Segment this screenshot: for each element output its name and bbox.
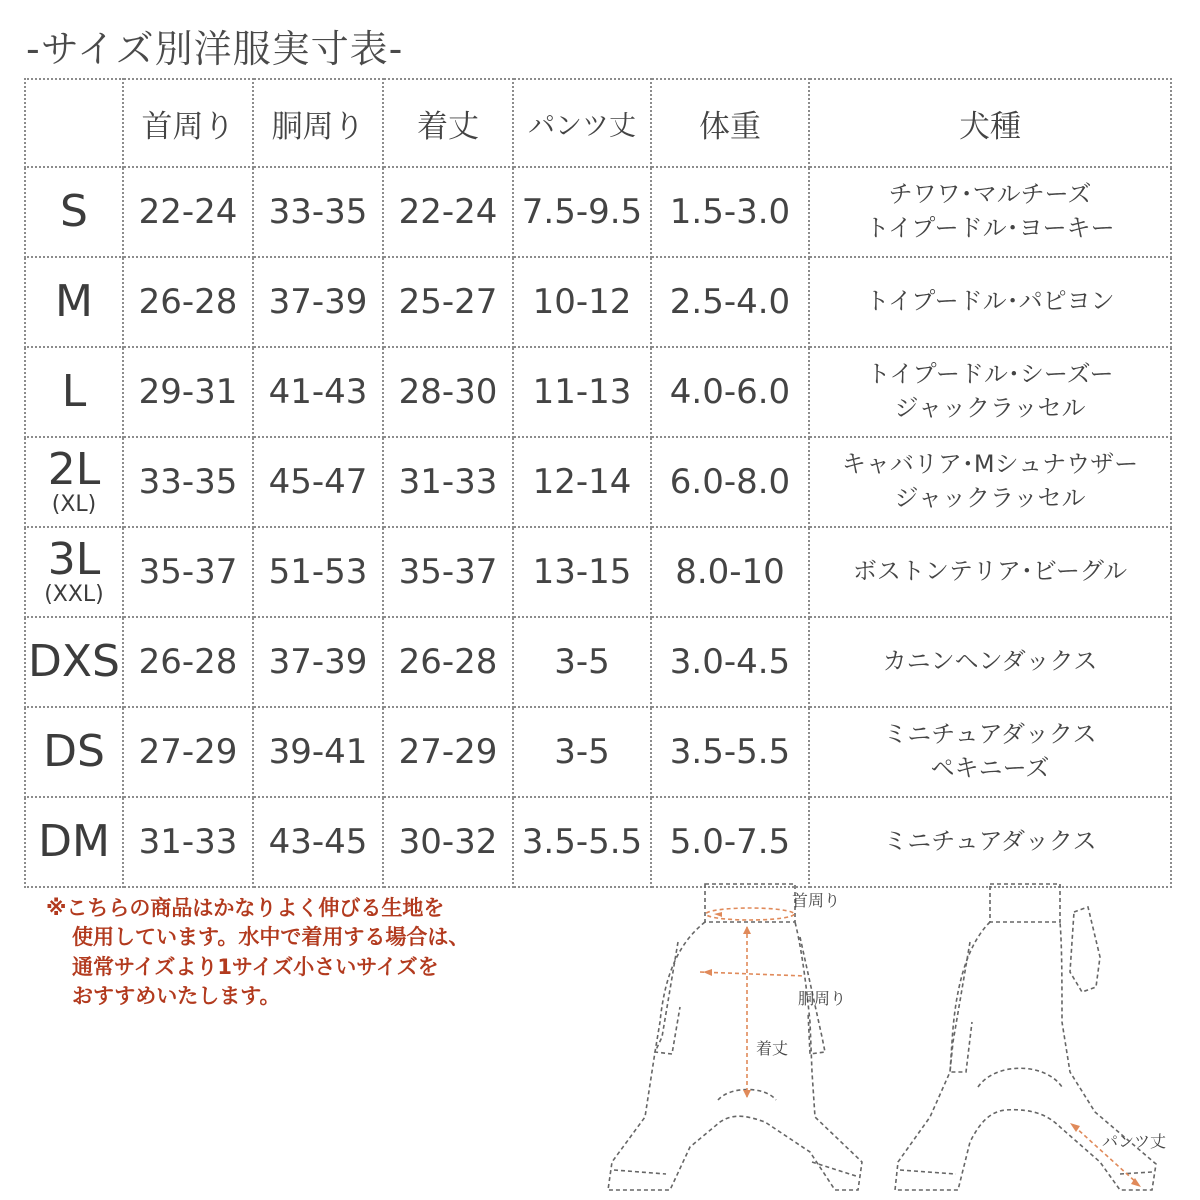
waist-cell: 39-41 [253, 707, 383, 797]
front-body-outline [608, 922, 862, 1190]
pants-cell: 3.5-5.5 [513, 797, 651, 887]
back-left-cuff [900, 1170, 956, 1174]
header-waist: 胴周り [253, 79, 383, 167]
size-cell [25, 437, 123, 527]
note-line: 使用しています。水中で着用する場合は、 [72, 925, 470, 950]
neck-cell: 22-24 [123, 167, 253, 257]
table-row [25, 617, 1171, 707]
pants-cell: 3-5 [513, 707, 651, 797]
breed-cell [809, 707, 1171, 797]
size-label: S [60, 186, 88, 237]
length-cell: 30-32 [383, 797, 513, 887]
fabric-note [46, 894, 469, 1012]
pants-cell: 13-15 [513, 527, 651, 617]
breed-line: チワワ･マルチーズ [888, 180, 1092, 209]
table-row [25, 437, 1171, 527]
waist-cell: 43-45 [253, 797, 383, 887]
size-label: 2L [47, 444, 101, 495]
weight-cell: 4.0-6.0 [651, 347, 809, 437]
size-alias-label: (XXL) [44, 582, 104, 607]
length-cell: 25-27 [383, 257, 513, 347]
size-label: L [61, 366, 87, 417]
size-cell [25, 707, 123, 797]
waist-arrowhead [703, 969, 712, 976]
pants-cell: 10-12 [513, 257, 651, 347]
waist-cell: 41-43 [253, 347, 383, 437]
breed-cell [809, 257, 1171, 347]
breed-cell [809, 527, 1171, 617]
back-seat-opening [978, 1068, 1062, 1087]
front-measure-arrows [703, 912, 751, 1098]
pants-arrowhead-top [1070, 1123, 1080, 1132]
neck-label: 首周り [792, 891, 841, 910]
header-neck: 首周り [123, 79, 253, 167]
pants-label: パンツ丈 [1102, 1132, 1167, 1151]
back-right-cuff [1120, 1172, 1152, 1174]
size-cell [25, 257, 123, 347]
weight-cell: 6.0-8.0 [651, 437, 809, 527]
header-size [25, 79, 123, 167]
length-cell: 35-37 [383, 527, 513, 617]
length-arrowhead-bottom [743, 1090, 751, 1098]
size-label: M [55, 276, 93, 327]
waist-cell: 51-53 [253, 527, 383, 617]
weight-cell: 5.0-7.5 [651, 797, 809, 887]
header-row [25, 79, 1171, 167]
front-left-cuff [614, 1170, 666, 1174]
neck-arrowhead [714, 912, 722, 917]
front-left-sleeve [655, 942, 680, 1054]
neck-cell: 29-31 [123, 347, 253, 437]
size-label: 3L [47, 534, 101, 585]
measurement-diagram [600, 872, 1190, 1197]
size-alias-label: (XL) [51, 492, 97, 517]
breed-line: トイプードル･ヨーキー [865, 214, 1115, 242]
back-tail-sleeve [1070, 907, 1100, 992]
table-row [25, 347, 1171, 437]
page-title: -サイズ別洋服実寸表- [26, 27, 404, 71]
length-label: 着丈 [756, 1039, 789, 1058]
waist-cell: 37-39 [253, 617, 383, 707]
table-row [25, 167, 1171, 257]
breed-line: トイプードル･パピヨン [865, 287, 1115, 316]
size-cell [25, 347, 123, 437]
breed-line: ペキニーズ [930, 754, 1050, 782]
length-cell: 28-30 [383, 347, 513, 437]
breed-line: キャバリア･Mシュナウザー [841, 450, 1139, 479]
pants-cell: 12-14 [513, 437, 651, 527]
breed-line: ボストンテリア･ビーグル [852, 557, 1128, 586]
neck-cell: 35-37 [123, 527, 253, 617]
waist-cell: 45-47 [253, 437, 383, 527]
size-chart-table [24, 78, 1172, 888]
header-pants: パンツ丈 [513, 79, 651, 167]
length-cell: 31-33 [383, 437, 513, 527]
front-right-cuff [812, 1162, 856, 1176]
breed-line: トイプードル･シーズー [866, 360, 1114, 389]
size-cell [25, 527, 123, 617]
header-length: 着丈 [383, 79, 513, 167]
header-breed: 犬種 [809, 79, 1171, 167]
breed-line: カニンヘンダックス [882, 647, 1098, 676]
table-row [25, 257, 1171, 347]
length-cell: 26-28 [383, 617, 513, 707]
neck-cell: 26-28 [123, 257, 253, 347]
breed-line: ジャックラッセル [894, 484, 1086, 512]
size-label: DM [38, 816, 110, 867]
pants-cell: 7.5-9.5 [513, 167, 651, 257]
size-cell [25, 617, 123, 707]
breed-cell [809, 617, 1171, 707]
neck-cell: 26-28 [123, 617, 253, 707]
breed-cell [809, 167, 1171, 257]
size-label: DXS [28, 636, 120, 687]
waist-measure-line [700, 972, 805, 976]
length-cell: 22-24 [383, 167, 513, 257]
length-arrowhead-top [743, 926, 751, 934]
weight-cell: 3.0-4.5 [651, 617, 809, 707]
weight-cell: 3.5-5.5 [651, 707, 809, 797]
front-collar [705, 884, 795, 922]
note-line: ※こちらの商品はかなりよく伸びる生地を [46, 896, 445, 920]
front-measure-lines [700, 908, 805, 1097]
breed-line: ミニチュアダックス [883, 827, 1097, 856]
pants-cell: 3-5 [513, 617, 651, 707]
length-cell: 27-29 [383, 707, 513, 797]
size-cell [25, 167, 123, 257]
front-garment-illustration [608, 884, 862, 1190]
table-row [25, 707, 1171, 797]
pants-cell: 11-13 [513, 347, 651, 437]
breed-cell [809, 347, 1171, 437]
back-left-sleeve [950, 942, 972, 1072]
breed-cell [809, 437, 1171, 527]
back-collar [990, 884, 1060, 922]
neck-cell: 27-29 [123, 707, 253, 797]
waist-cell: 37-39 [253, 257, 383, 347]
size-label: DS [43, 726, 105, 777]
neck-cell: 33-35 [123, 437, 253, 527]
weight-cell: 1.5-3.0 [651, 167, 809, 257]
waist-label: 胴周り [798, 989, 847, 1008]
table-row [25, 527, 1171, 617]
waist-cell: 33-35 [253, 167, 383, 257]
neck-cell: 31-33 [123, 797, 253, 887]
header-weight: 体重 [651, 79, 809, 167]
breed-line: ジャックラッセル [894, 394, 1086, 422]
note-line: 通常サイズより1サイズ小さいサイズを [72, 954, 439, 979]
note-line: おすすめいたします。 [72, 984, 281, 1009]
size-cell [25, 797, 123, 887]
weight-cell: 2.5-4.0 [651, 257, 809, 347]
breed-line: ミニチュアダックス [883, 720, 1097, 749]
weight-cell: 8.0-10 [651, 527, 809, 617]
